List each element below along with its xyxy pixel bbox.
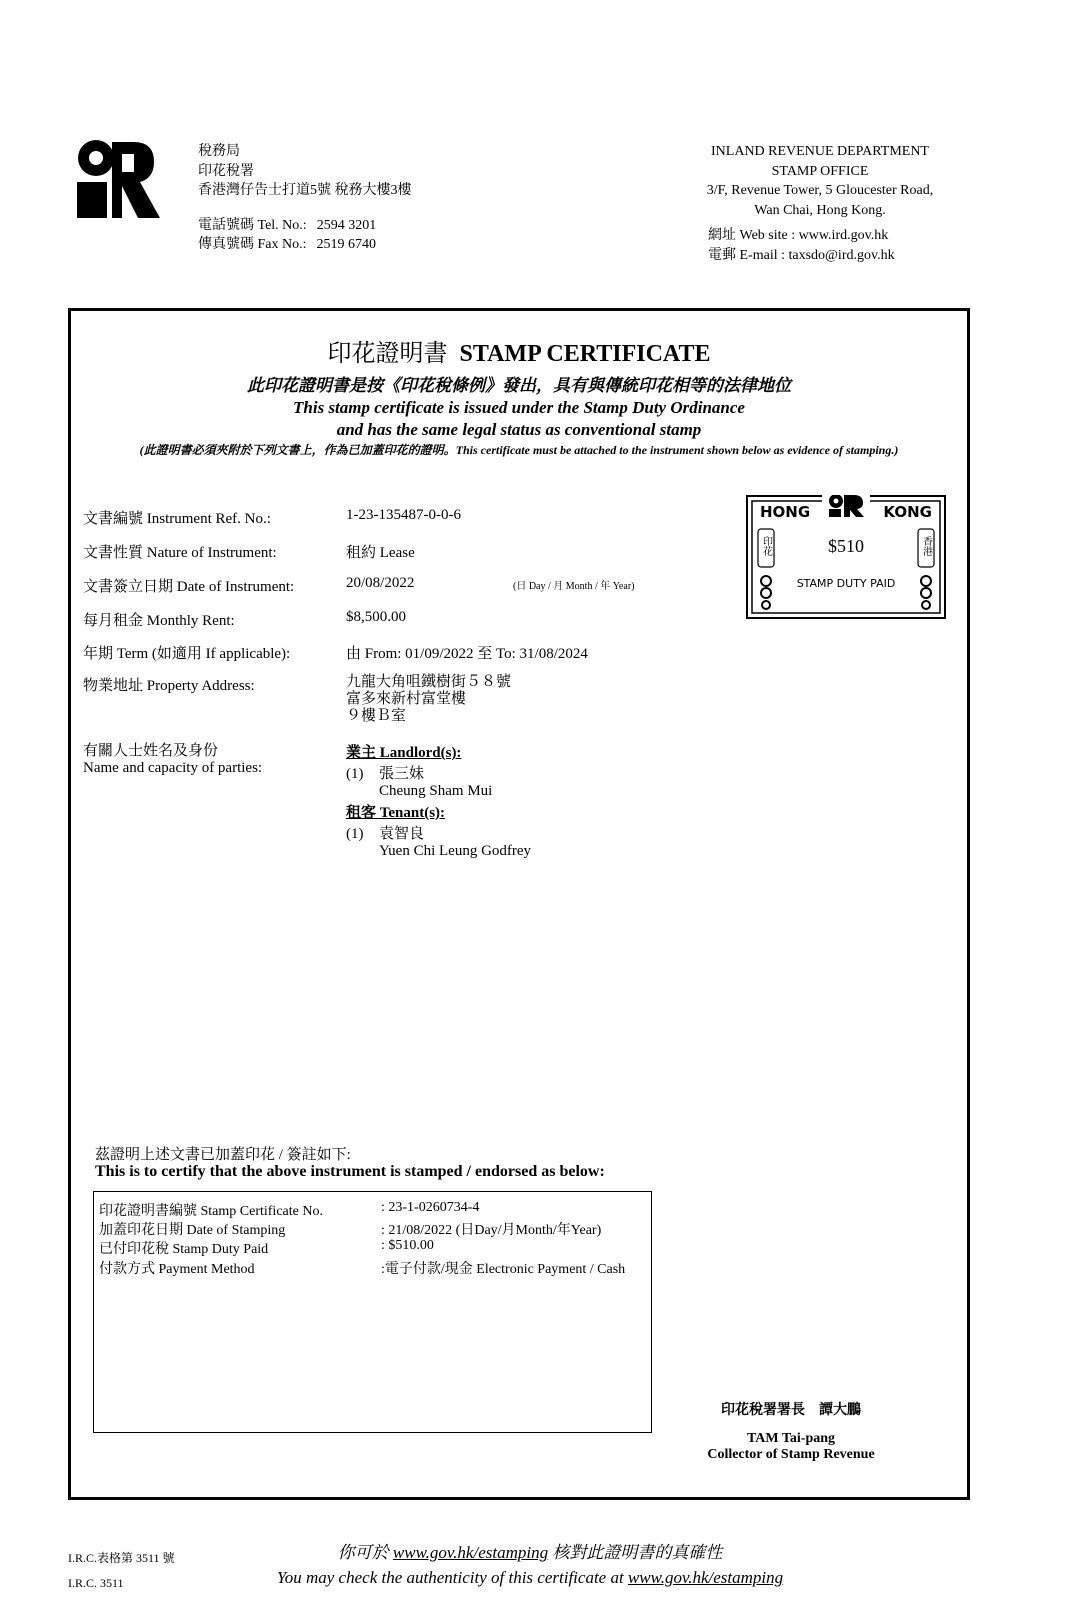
landlord-item: [346, 766, 531, 800]
stamping-date-label: 加蓋印花日期 Date of Stamping: [99, 1223, 286, 1238]
office-name-zh: 印花稅署: [198, 163, 254, 179]
authenticity-en: [200, 1565, 860, 1590]
tenant-name-en: Yuen Chi Leung Godfrey: [379, 843, 532, 859]
estamping-link-zh[interactable]: www.gov.hk/estamping: [392, 1543, 549, 1562]
instrument-ref-label: 文書編號 Instrument Ref. No.:: [83, 511, 271, 527]
tenant-heading: 租客 Tenant(s):: [346, 805, 446, 821]
address-line-2: 富多來新村富堂樓: [346, 691, 467, 707]
payment-method-label: 付款方式 Payment Method: [99, 1262, 255, 1277]
parties-label: [83, 743, 262, 777]
nature-value: 租約 Lease: [346, 545, 415, 561]
certificate-title: [71, 333, 967, 368]
stamp-kong: KONG: [883, 503, 932, 521]
stamp-ornament-left: [761, 576, 771, 609]
fax-value: 2519 6740: [316, 237, 376, 252]
tenant-item: [346, 826, 531, 860]
rent-value: $8,500.00: [346, 609, 406, 625]
landlord-heading: 業主 Landlord(s):: [346, 745, 462, 761]
address-line-1: 九龍大角咀鐵樹街５８號: [346, 674, 512, 690]
email-line: 電郵 E-mail : taxsdo@ird.gov.hk: [708, 247, 895, 263]
header-address-zh: [198, 142, 412, 255]
form-number: [68, 1546, 175, 1596]
certificate-no-value: : 23-1-0260734-4: [381, 1200, 480, 1215]
stamp-paid-label: STAMP DUTY PAID: [796, 577, 896, 590]
certificate-frame: [68, 308, 970, 1500]
subtitle-zh: 此印花證明書是按《印花稅條例》發出，具有與傳統印花相等的法律地位: [247, 376, 791, 395]
tenant-name-zh: 袁智良: [379, 826, 425, 842]
tel-value: 2594 3201: [316, 217, 377, 233]
subtitle-en-1: This stamp certificate is issued under the Stamp Duty Ordinance: [293, 398, 745, 417]
date-value: 20/08/2022: [346, 575, 415, 591]
stamp-ird-mark: [829, 495, 864, 517]
tenant-number: (1): [346, 826, 364, 842]
parties-list: [346, 745, 531, 865]
form-number-zh: I.R.C.表格第 3511 號: [68, 1551, 175, 1565]
certificate-no-label: 印花證明書編號 Stamp Certificate No.: [99, 1204, 323, 1219]
collector-title-en: Collector of Stamp Revenue: [707, 1447, 875, 1462]
office-address-zh: 香港灣仔告士打道5號 稅務大樓3樓: [198, 183, 412, 198]
payment-method-row: [99, 1258, 651, 1277]
tel-label: 電話號碼 Tel. No.:: [198, 217, 307, 233]
authenticity-zh-pre: 你可於: [337, 1543, 389, 1562]
certificate-subtitle: [71, 375, 967, 441]
fax-label: 傳真號碼 Fax No.:: [198, 237, 307, 252]
parties-label-en: Name and capacity of parties:: [83, 760, 263, 776]
collector-name-en: TAM Tai-pang: [746, 1431, 836, 1446]
duty-paid-label: 已付印花稅 Stamp Duty Paid: [99, 1242, 269, 1257]
stamp-right-seal: 香港: [920, 536, 932, 556]
address-label: 物業地址 Property Address:: [83, 678, 255, 694]
office-address-en-2: Wan Chai, Hong Kong.: [754, 202, 886, 218]
duty-paid-row: [99, 1238, 651, 1257]
property-address: [346, 674, 511, 725]
authenticity-zh: [200, 1540, 860, 1565]
address-line-3: ９樓Ｂ室: [346, 708, 407, 724]
stamping-date-row: [99, 1219, 651, 1238]
fax-line: [198, 235, 412, 255]
title-zh: 印花證明書: [327, 341, 448, 367]
certificate-note: (此證明書必須夾附於下列文書上，作為已加蓋印花的證明。This certificate must be attached to the instrument shown below as evidence of stamping.): [139, 443, 899, 457]
certify-statement-zh: 茲證明上述文書已加蓋印花 / 簽註如下:: [95, 1147, 351, 1163]
certificate-no-row: [99, 1200, 651, 1219]
landlord-name-en: Cheung Sham Mui: [379, 783, 493, 799]
authenticity-note: [200, 1540, 860, 1590]
duty-paid-value: : $510.00: [381, 1238, 434, 1253]
stamp-hong: HONG: [760, 503, 811, 521]
certify-statement-en: This is to certify that the above instrument is stamped / endorsed as below:: [95, 1163, 605, 1180]
dept-name-en: INLAND REVENUE DEPARTMENT: [711, 144, 929, 159]
rent-label: 每月租金 Monthly Rent:: [83, 613, 235, 629]
stamp-duty-seal: [746, 495, 946, 619]
stamp-left-seal: 印花: [760, 536, 772, 556]
parties-label-zh: 有關人士姓名及身份: [83, 743, 219, 759]
website-line: 網址 Web site : www.ird.gov.hk: [708, 228, 889, 243]
landlord-number: (1): [346, 766, 364, 782]
instrument-ref-value: 1-23-135487-0-0-6: [346, 507, 461, 523]
term-value: 由 From: 01/09/2022 至 To: 31/08/2024: [346, 646, 588, 662]
header-address-en: [660, 142, 980, 265]
stamp-amount: $510: [828, 536, 864, 556]
landlord-name-zh: 張三妹: [379, 766, 425, 782]
collector-name-zh: 印花稅署署長 譚大鵬: [721, 1403, 861, 1418]
date-label: 文書簽立日期 Date of Instrument:: [83, 579, 295, 595]
date-format-hint: (日 Day / 月 Month / 年 Year): [513, 581, 635, 592]
term-label: 年期 Term (如適用 If applicable):: [83, 646, 291, 662]
form-number-en: I.R.C. 3511: [68, 1576, 124, 1590]
title-en: STAMP CERTIFICATE: [459, 341, 711, 367]
ird-logo: [74, 138, 160, 218]
collector-signature: [661, 1403, 921, 1463]
subtitle-en-2: and has the same legal status as conventional stamp: [336, 420, 702, 439]
office-address-en-1: 3/F, Revenue Tower, 5 Gloucester Road,: [706, 183, 934, 198]
payment-method-value: :電子付款/現金 Electronic Payment / Cash: [381, 1262, 626, 1277]
authenticity-zh-post: 核對此證明書的真確性: [552, 1543, 723, 1562]
dept-name-zh: 稅務局: [198, 144, 240, 159]
stamping-date-value: : 21/08/2022 (日Day/月Month/年Year): [381, 1223, 602, 1238]
stamping-details-box: [93, 1191, 652, 1433]
office-name-en: STAMP OFFICE: [771, 163, 869, 179]
stamp-ornament-right: [921, 576, 931, 609]
authenticity-en-pre: You may check the authenticity of this certificate at: [276, 1568, 624, 1587]
tel-line: [198, 216, 412, 236]
nature-label: 文書性質 Nature of Instrument:: [83, 545, 277, 561]
estamping-link-en[interactable]: www.gov.hk/estamping: [627, 1568, 784, 1587]
